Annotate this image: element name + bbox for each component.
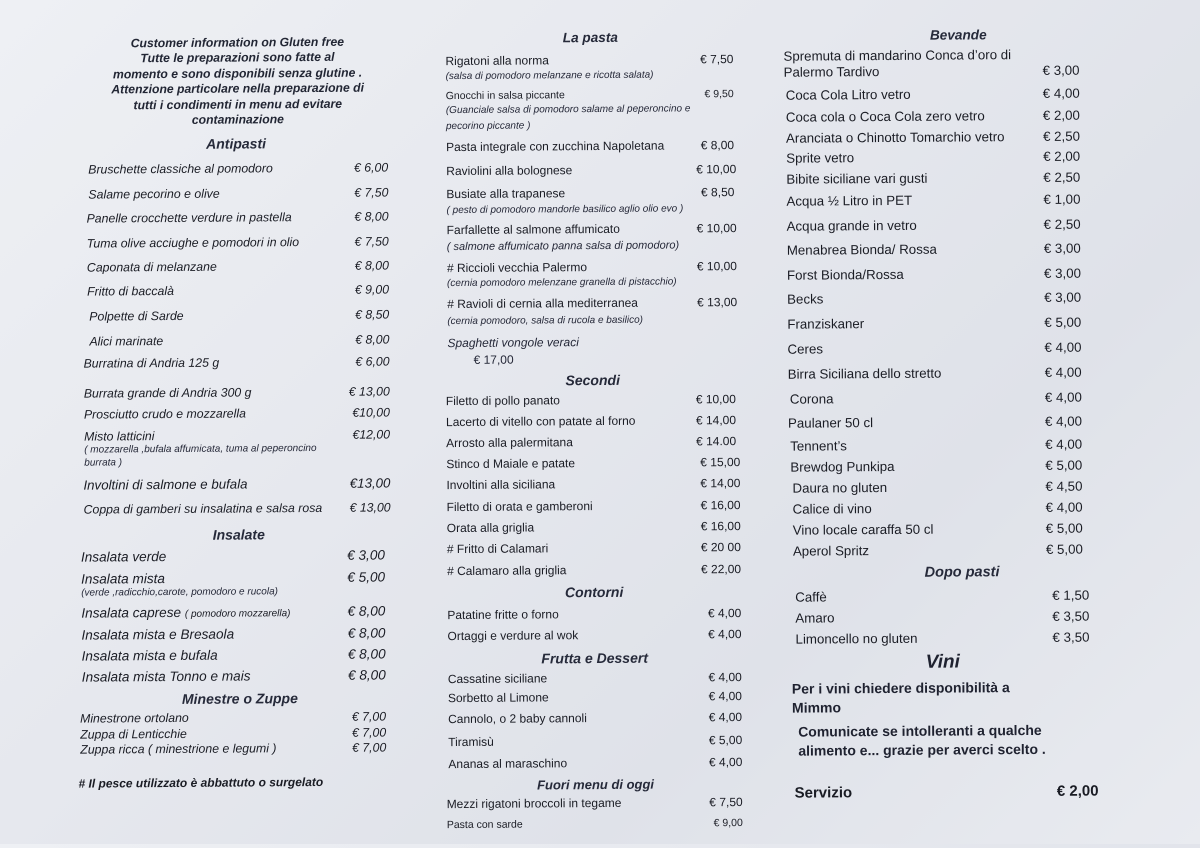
intolerance-note-line: Comunicate se intolleranti a qualche [798, 721, 1042, 740]
item-price: € 7,00 [351, 709, 387, 724]
menu-item [440, 434, 746, 450]
item-name: Burratina di Andria 125 g [83, 355, 220, 371]
menu-item [442, 689, 748, 705]
item-description: ( pesto di pomodoro mandorle basilico aglio olio evo ) [446, 203, 684, 217]
item-name: # Fritto di Calamari [446, 541, 549, 557]
item-price: € 7,00 [352, 740, 387, 755]
item-price: € 13,00 [348, 384, 390, 399]
item-price: € 10,00 [696, 221, 737, 236]
item-price: € 15,00 [700, 455, 741, 470]
item-price: € 9,00 [354, 282, 390, 297]
item-price: € 4,00 [1044, 413, 1083, 429]
menu-item [782, 479, 1100, 496]
item-price: € 1,50 [1052, 587, 1090, 603]
item-name: Busiate alla trapanese [446, 186, 566, 202]
item-name: Zuppa di Lenticchie [80, 726, 187, 742]
item-description: ( mozzarella ,bufala affumicata, tuma al peperoncino [84, 442, 317, 456]
menu-item [80, 709, 400, 725]
item-name: Palermo Tardivo [783, 64, 880, 80]
menu-item [78, 427, 398, 443]
service-price: € 2,00 [1056, 782, 1099, 800]
item-price: € 8,00 [355, 332, 390, 347]
item-price: € 17,00 [473, 352, 514, 367]
service-charge [795, 783, 1099, 802]
item-name: Fritto di baccalà [87, 283, 174, 299]
item-price: € 4,00 [1044, 364, 1082, 380]
item-name: Forst Bionda/Rossa [786, 266, 904, 283]
item-price: € 7,50 [354, 185, 389, 200]
item-name: Becks [787, 291, 824, 307]
item-name: Alici marinate [89, 334, 164, 349]
section-title-secondi: Secondi [565, 371, 620, 389]
item-price: € 4,00 [1045, 436, 1083, 452]
item-name: Birra Siciliana dello stretto [787, 365, 942, 382]
menu-item [780, 86, 1098, 103]
item-name: Daura no gluten [792, 479, 888, 496]
item-name: Coca Cola Litro vetro [785, 86, 911, 103]
item-price: € 5,00 [1045, 457, 1083, 473]
item-price: € 4,00 [708, 755, 743, 770]
item-price: € 3,00 [1043, 240, 1081, 256]
item-name: Insalata caprese [81, 604, 182, 621]
menu-item [442, 670, 748, 686]
item-name: Polpette di Sarde [89, 308, 184, 324]
menu-item [79, 603, 399, 620]
menu-item [782, 458, 1100, 475]
menu-item [438, 138, 744, 154]
vini-note-line: Per i vini chiedere disponibilità a [791, 679, 1010, 697]
item-price: € 7,00 [351, 725, 387, 740]
item-price: € 8,00 [354, 258, 389, 273]
item-name: Pasta integrale con zucchina Napoletana [446, 138, 665, 155]
menu-item [443, 795, 749, 811]
menu-item [783, 630, 1101, 647]
item-price: € 9,50 [704, 88, 734, 101]
menu-item [77, 234, 397, 250]
menu-item [77, 307, 397, 323]
item-name: Spremuta di mandarino Conca d’oro di [783, 47, 1012, 64]
item-price: € 5,00 [1045, 520, 1083, 536]
menu-item [77, 332, 397, 348]
menu-item [441, 540, 747, 556]
item-price: € 22,00 [700, 562, 742, 577]
item-name: Filetto di orata e gamberoni [446, 499, 593, 515]
menu-item [781, 241, 1099, 258]
item-name: Pasta con sarde [446, 818, 523, 832]
menu-item [80, 725, 400, 741]
item-price: € 10,00 [696, 162, 737, 177]
item-name: Zuppa ricca ( minestrione e legumi ) [80, 741, 277, 757]
item-name: Tennent’s [790, 438, 847, 454]
notice-line: Attenzione particolare nella preparazione di [111, 80, 365, 97]
notice-line: Customer information on Gluten free [130, 34, 345, 51]
item-name: Lacerto di vitello con patate al forno [445, 413, 636, 430]
item-name: Corona [789, 391, 834, 407]
menu-item [79, 569, 399, 586]
section-title-minestre: Minestre o Zuppe [181, 690, 298, 707]
menu-item [77, 209, 397, 225]
item-name: Vino locale caraffa 50 cl [792, 521, 934, 538]
menu-item [80, 646, 400, 663]
menu-item [783, 542, 1101, 559]
menu-item [79, 500, 399, 516]
menu-item [78, 354, 398, 370]
item-description: (cernia pomodoro, salsa di rucola e basilico) [447, 314, 643, 328]
item-price: € 14,00 [700, 476, 741, 491]
menu-item [780, 192, 1098, 209]
menu-item [441, 606, 747, 622]
item-price: € 2,50 [1043, 169, 1081, 185]
section-title-fuori-menu: Fuori menu di oggi [536, 776, 655, 793]
item-name: Sorbetto al Limone [447, 690, 549, 706]
item-name: Arrosto alla palermitana [446, 435, 573, 451]
item-name: Rigatoni alla norma [445, 53, 549, 69]
menu-item [76, 160, 396, 176]
item-price: € 2,00 [1043, 148, 1081, 164]
item-name: # Ravioli di cernia alla mediterranea [447, 295, 638, 312]
item-name: Ortaggi e verdure al wok [447, 628, 579, 644]
item-name: Calice di vino [792, 501, 872, 517]
item-name: Involtini di salmone e bufala [83, 476, 248, 493]
item-price: € 7,50 [700, 52, 734, 67]
item-price: € 8,00 [347, 667, 386, 683]
item-price: € 3,00 [1043, 265, 1082, 281]
item-price: € 6,00 [353, 160, 389, 175]
item-name: # Calamaro alla griglia [446, 563, 567, 579]
item-price: € 8,50 [354, 307, 390, 322]
item-name: Limoncello no gluten [795, 630, 918, 647]
menu-item [438, 162, 744, 178]
intolerance-note-line: alimento e... grazie per averci scelto . [798, 740, 1046, 759]
item-name: Filetto di pollo panato [445, 393, 560, 409]
item-name: Acqua ½ Litro in PET [786, 192, 913, 209]
menu-item [441, 627, 747, 643]
item-price: € 7,50 [354, 234, 389, 249]
item-price: € 4,00 [708, 689, 742, 704]
item-name: Insalata mista e Bresaola [81, 626, 235, 643]
item-description: burrata ) [84, 457, 123, 469]
item-name: Insalata mista Tonno e mais [81, 668, 251, 685]
item-price: € 2,00 [1042, 107, 1080, 123]
item-price: € 4,00 [1044, 339, 1082, 355]
service-label: Servizio [794, 784, 853, 802]
section-title-dessert: Frutta e Dessert [541, 649, 648, 667]
item-name: Patatine fritte o forno [447, 607, 559, 623]
item-price: € 4,00 [1044, 389, 1082, 405]
menu-item [438, 88, 744, 102]
item-name: Raviolini alla bolognese [446, 163, 573, 179]
item-price: € 5,00 [1045, 541, 1083, 557]
menu-item [780, 129, 1098, 146]
item-description: (salsa di pomodoro melanzane e ricotta salata) [445, 69, 654, 83]
item-name: Minestrone ortolano [80, 710, 189, 726]
menu-item [783, 588, 1101, 605]
item-name: Mezzi rigatoni broccoli in tegame [446, 795, 622, 812]
item-price: € 4,50 [1045, 478, 1083, 494]
item-name: Insalata verde [80, 549, 167, 565]
item-price: € 10,00 [695, 392, 736, 407]
item-name: Caffè [795, 589, 827, 605]
item-price: € 3,50 [1052, 629, 1090, 645]
item-name: Bibite siciliane vari gusti [786, 170, 928, 187]
item-price: € 8,00 [354, 209, 389, 224]
item-price: € 5,00 [1044, 314, 1082, 330]
menu-item [781, 217, 1099, 234]
item-name: Paulaner 50 cl [787, 415, 874, 431]
item-name: Acqua grande in vetro [786, 217, 917, 234]
menu-item [780, 63, 1098, 80]
menu-item [443, 817, 749, 831]
item-description: (Guanciale salsa di pomodoro salame al peperoncino e [445, 103, 691, 117]
menu-item [441, 498, 747, 514]
menu-item [440, 455, 746, 471]
item-name: Orata alla griglia [446, 520, 535, 536]
menu-item [78, 405, 398, 421]
item-price: € 13,00 [697, 295, 738, 310]
item-name: Panelle crocchette verdure in pastella [86, 210, 292, 226]
menu-item [440, 476, 746, 492]
item-price: € 5,00 [347, 569, 386, 585]
item-price: € 7,50 [709, 795, 743, 810]
item-price: € 14.00 [696, 434, 737, 449]
item-price: € 8,00 [347, 603, 386, 619]
item-price: € 10,00 [696, 259, 737, 274]
menu-item [442, 710, 748, 726]
item-name: Franziskaner [787, 316, 865, 332]
item-price: € 3,00 [347, 547, 385, 563]
menu-item [779, 47, 1097, 64]
menu-item [439, 221, 745, 237]
item-name: Misto latticini [84, 429, 155, 444]
section-title-vini: Vini [925, 651, 960, 673]
notice-line: Tutte le preparazioni sono fatte al [140, 50, 335, 66]
menu-item [437, 52, 743, 68]
menu-item [441, 519, 747, 535]
item-name: Stinco d Maiale e patate [446, 456, 576, 472]
menu-item [442, 755, 748, 771]
menu-item [439, 259, 745, 275]
item-price: € 14,00 [695, 413, 737, 428]
item-name: Prosciutto crudo e mozzarella [83, 406, 246, 422]
item-name: Involtini alla siciliana [446, 477, 556, 493]
section-title-pasta: La pasta [562, 29, 618, 46]
item-name: Ceres [787, 341, 824, 357]
item-price: € 4,00 [708, 710, 743, 725]
menu-item [442, 733, 748, 749]
item-name: Aperol Spritz [792, 543, 870, 559]
menu-item [783, 609, 1101, 626]
item-description: ( salmone affumicato panna salsa di pomodoro) [446, 239, 680, 254]
item-description: pecorino piccante ) [445, 120, 531, 133]
menu-item [780, 108, 1098, 125]
item-price: € 16,00 [700, 519, 741, 534]
item-description: (verde ,radicchio,carote, pomodoro e rucola) [81, 586, 278, 599]
item-price: € 3,50 [1052, 608, 1090, 624]
menu-item [79, 547, 399, 564]
item-name: Coca cola o Coca Cola zero vetro [785, 108, 985, 125]
section-title-contorni: Contorni [564, 583, 624, 601]
item-name: Burrata grande di Andria 300 g [83, 385, 252, 401]
item-price: €13,00 [349, 475, 391, 491]
item-name: Aranciata o Chinotto Tomarchio vetro [785, 129, 1005, 146]
menu-item [80, 667, 400, 684]
notice-line: tutti i condimenti in menu ad evitare [133, 96, 343, 112]
item-price: € 8,00 [700, 138, 735, 153]
item-name: Salame pecorino e olive [88, 186, 220, 202]
item-price: € 8,50 [700, 185, 735, 200]
notice-line: momento e sono disponibili senza glutine . [112, 65, 363, 82]
item-price: € 9,00 [713, 817, 743, 830]
item-price: € 13,00 [349, 500, 391, 515]
item-name: Amaro [795, 610, 835, 626]
menu-item [76, 185, 396, 201]
section-title-bevande: Bevande [929, 27, 987, 43]
menu-item [781, 290, 1099, 307]
item-name: Ananas al maraschino [448, 756, 568, 772]
item-name: Bruschette classiche al pomodoro [88, 161, 273, 177]
item-price: € 6,00 [355, 354, 390, 369]
item-price: € 8,00 [347, 625, 386, 641]
item-name: Caponata di melanzane [86, 259, 217, 275]
menu-item [782, 437, 1100, 454]
item-name: Farfallette al salmone affumicato [446, 221, 620, 238]
item-name: Cassatine siciliane [447, 671, 548, 687]
menu-item [440, 413, 746, 429]
item-price: € 20 00 [700, 540, 741, 555]
item-description: (cernia pomodoro melenzane granella di pistacchio) [446, 276, 677, 290]
section-title-dopo-pasti: Dopo pasti [924, 564, 1000, 581]
item-name: Gnocchi in salsa piccante [445, 89, 565, 103]
menu-item [780, 149, 1098, 166]
gluten-free-notice [87, 34, 388, 129]
item-price: € 2,50 [1042, 128, 1081, 144]
menu-item [80, 740, 400, 756]
menu-item [783, 500, 1101, 517]
menu-item [783, 521, 1101, 538]
item-name: Cannolo, o 2 baby cannoli [448, 711, 587, 727]
item-price: € 4,00 [707, 606, 742, 621]
item-name: Insalata mista e bufala [81, 647, 218, 664]
menu-item [77, 258, 397, 274]
item-price: € 5,00 [708, 733, 743, 748]
item-price: €12,00 [352, 427, 391, 442]
menu-item [78, 475, 398, 492]
item-price: € 4,00 [708, 627, 742, 642]
item-name: Tuma olive acciughe e pomodori in olio [86, 235, 300, 251]
item-price: €10,00 [352, 405, 390, 420]
item-name: Sprite vetro [786, 150, 855, 166]
column-middle [437, 0, 743, 832]
menu-item [782, 390, 1100, 407]
item-price: € 8,00 [347, 646, 386, 662]
item-price: € 4,00 [708, 670, 742, 685]
item-name: # Riccioli vecchia Palermo [446, 260, 588, 276]
menu-item [438, 185, 744, 201]
item-name: Insalata mista [81, 571, 166, 587]
vini-note-line: Mimmo [791, 699, 842, 716]
section-title-insalate: Insalate [212, 526, 265, 543]
menu-item [781, 266, 1099, 283]
menu-item [782, 365, 1100, 382]
item-price: € 4,00 [1045, 499, 1083, 515]
menu-item [782, 414, 1100, 431]
item-price: € 3,00 [1042, 62, 1080, 78]
menu-item [78, 384, 398, 400]
menu-item [77, 282, 397, 298]
menu-item [440, 392, 746, 408]
menu-item [439, 295, 745, 311]
fish-footnote: # Il pesce utilizzato è abbattuto o surgelato [78, 774, 324, 791]
item-name: Spaghetti vongole veraci [447, 335, 579, 351]
item-name: Coppa di gamberi su insalatina e salsa rosa [83, 500, 323, 517]
item-price: € 2,50 [1043, 216, 1081, 232]
item-name: Menabrea Bionda/ Rossa [786, 241, 937, 258]
item-price: € 16,00 [700, 498, 741, 513]
item-price: € 4,00 [1042, 85, 1080, 101]
notice-line: contaminazione [191, 112, 284, 127]
menu-item [441, 562, 747, 578]
section-title-antipasti: Antipasti [206, 135, 267, 152]
menu-item [79, 625, 399, 642]
item-description: ( pomodoro mozzarella) [184, 608, 291, 620]
item-name: Tiramisù [448, 734, 494, 750]
item-price: € 1,00 [1043, 191, 1081, 207]
menu-item [781, 340, 1099, 357]
item-price: € 3,00 [1044, 289, 1082, 305]
menu-item [781, 315, 1099, 332]
menu-item [780, 170, 1098, 187]
item-name: Brewdog Punkipa [790, 458, 895, 475]
